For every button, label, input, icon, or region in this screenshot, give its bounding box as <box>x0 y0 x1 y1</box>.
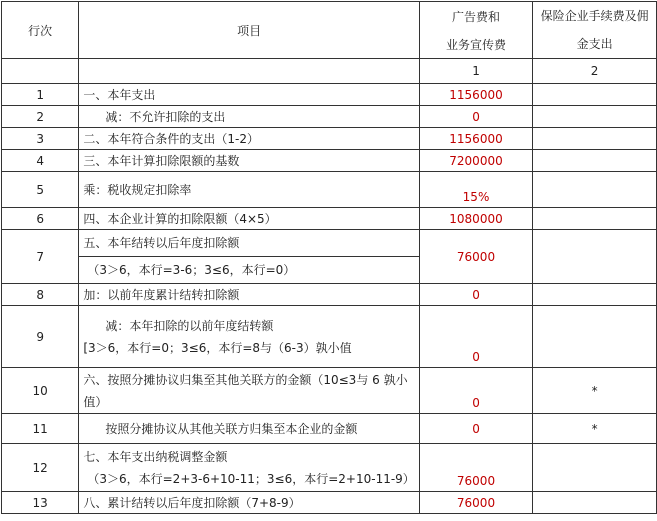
table-row <box>2 306 657 368</box>
row-index: 6 <box>2 208 79 230</box>
row-ins-value: * <box>533 414 657 444</box>
row-index: 11 <box>2 414 79 444</box>
column-number-row <box>2 59 657 84</box>
row-ins-value <box>533 444 657 492</box>
column-number-1: 1 <box>419 59 532 84</box>
row-item: 乘：税收规定扣除率 <box>79 172 419 208</box>
header-ad-line2: 业务宣传费 <box>419 32 532 59</box>
row-index: 8 <box>2 284 79 306</box>
row-item: 八、累计结转以后年度扣除额（7+8-9） <box>79 492 419 514</box>
row-index: 13 <box>2 492 79 514</box>
row-index: 12 <box>2 444 79 492</box>
table-row <box>2 414 657 444</box>
row-ins-value <box>533 172 657 208</box>
row-index: 1 <box>2 84 79 106</box>
row-item <box>79 306 419 368</box>
row-ins-value <box>533 106 657 128</box>
row-item-line1: 减：本年扣除的以前年度结转额 <box>105 318 274 333</box>
table-row <box>2 106 657 128</box>
row-index: 10 <box>2 368 79 414</box>
row-item: 四、本企业计算的扣除限额（4×5） <box>79 208 419 230</box>
row-ins-value <box>533 306 657 368</box>
tax-adjustment-table <box>1 1 657 514</box>
row-ad-value: 7200000 <box>419 150 532 172</box>
table-row <box>2 368 657 414</box>
table-row <box>2 150 657 172</box>
table-row <box>2 208 657 230</box>
row-item-line1: 六、按照分摊协议归集至其他关联方的金额（10≤3与 6 孰小 <box>83 372 408 387</box>
table-row <box>2 172 657 208</box>
row-index: 7 <box>2 230 79 284</box>
row-ad-value: 76000 <box>419 492 532 514</box>
row-ad-value: 15% <box>419 172 532 208</box>
header-row <box>2 2 657 32</box>
row-ad-value: 1080000 <box>419 208 532 230</box>
header-insurance-line2: 金支出 <box>576 37 613 51</box>
row-ins-value <box>533 208 657 230</box>
row-ad-value: 76000 <box>419 444 532 492</box>
row-ins-value <box>533 84 657 106</box>
row-index: 9 <box>2 306 79 368</box>
table-row <box>2 128 657 150</box>
row-ins-value: * <box>533 368 657 414</box>
header-index: 行次 <box>2 2 79 59</box>
row-ins-value <box>533 492 657 514</box>
row-item-line1: 五、本年结转以后年度扣除额 <box>79 230 418 257</box>
header-insurance <box>533 2 657 59</box>
row-item-line2: 值） <box>83 394 108 409</box>
row-index: 2 <box>2 106 79 128</box>
row-ad-value: 1156000 <box>419 84 532 106</box>
table-row <box>2 84 657 106</box>
header-insurance-line1: 保险企业手续费及佣 <box>540 9 649 23</box>
row-item-line2: （3＞6，本行=3-6；3≤6，本行=0） <box>87 263 296 277</box>
row-item-line2: [3＞6，本行=0；3≤6，本行=8与（6-3）孰小值 <box>83 340 352 355</box>
table-row <box>2 444 657 492</box>
row-item <box>79 444 419 492</box>
row-item <box>79 368 419 414</box>
row-ins-value <box>533 230 657 284</box>
row-item-line2: （3＞6，本行=2+3-6+10-11；3≤6，本行=2+10-11-9） <box>87 471 415 486</box>
row-item: 二、本年符合条件的支出（1-2） <box>79 128 419 150</box>
row-item: 减：不允许扣除的支出 <box>79 106 419 128</box>
table-row <box>2 284 657 306</box>
row-ad-value: 1156000 <box>419 128 532 150</box>
row-item <box>79 230 419 284</box>
row-index: 3 <box>2 128 79 150</box>
row-index: 4 <box>2 150 79 172</box>
row-ad-value: 0 <box>419 414 532 444</box>
table-row <box>2 492 657 514</box>
row-ins-value <box>533 128 657 150</box>
row-item: 加：以前年度累计结转扣除额 <box>79 284 419 306</box>
header-ad-line1: 广告费和 <box>419 2 532 32</box>
column-number-2: 2 <box>533 59 657 84</box>
row-ad-value: 0 <box>419 284 532 306</box>
row-item: 按照分摊协议从其他关联方归集至本企业的金额 <box>79 414 419 444</box>
row-ins-value <box>533 284 657 306</box>
table-row <box>2 230 657 284</box>
row-ad-value: 0 <box>419 368 532 414</box>
header-item: 项目 <box>79 2 419 59</box>
row-item: 一、本年支出 <box>79 84 419 106</box>
row-ad-value: 76000 <box>419 230 532 284</box>
row-item-line1: 七、本年支出纳税调整金额 <box>83 449 228 464</box>
row-item: 三、本年计算扣除限额的基数 <box>79 150 419 172</box>
row-ad-value: 0 <box>419 306 532 368</box>
row-ad-value: 0 <box>419 106 532 128</box>
row-ins-value <box>533 150 657 172</box>
row-index: 5 <box>2 172 79 208</box>
